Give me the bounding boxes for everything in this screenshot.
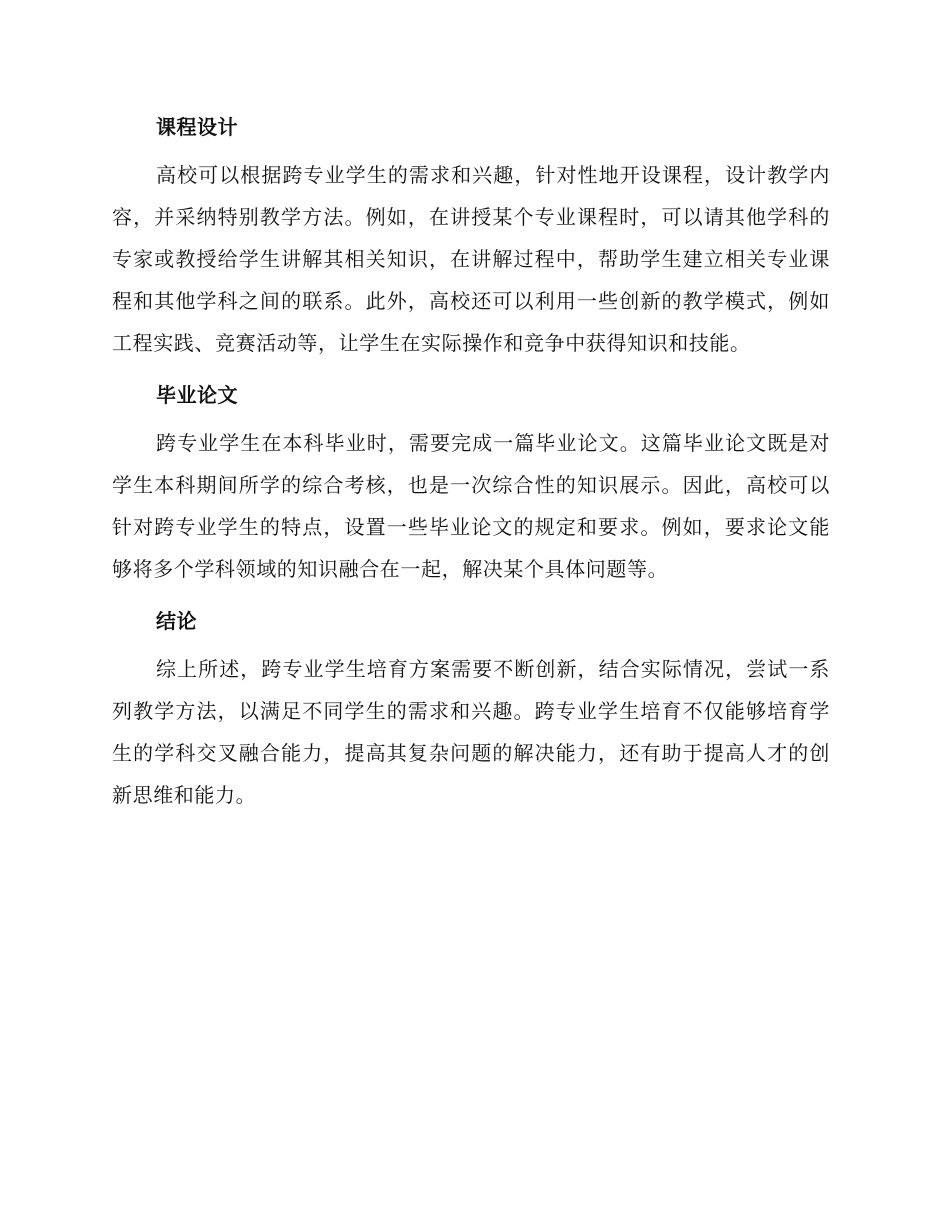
section-paragraph: 跨专业学生在本科毕业时，需要完成一篇毕业论文。这篇毕业论文既是对学生本科期间所学的综合考核，也是一次综合性的知识展示。因此，高校可以针对跨专业学生的特点，设置一些毕业论文的规定和要求。例如，要求论文能够将多个学科领域的知识融合在一起，解决某个具体问题等。	[112, 431, 830, 581]
section-heading: 结论	[156, 609, 197, 633]
section-graduation-thesis	[112, 376, 830, 590]
section-heading: 课程设计	[156, 115, 238, 139]
section-heading: 毕业论文	[156, 383, 238, 407]
section-course-design	[112, 108, 830, 364]
section-paragraph: 高校可以根据跨专业学生的需求和兴趣，针对性地开设课程，设计教学内容，并采纳特别教学方法。例如，在讲授某个专业课程时，可以请其他学科的专家或教授给学生讲解其相关知识，在讲解过程中，帮助学生建立相关专业课程和其他学科之间的联系。此外，高校还可以利用一些创新的教学模式，例如工程实践、竞赛活动等，让学生在实际操作和竞争中获得知识和技能。	[112, 163, 830, 355]
section-paragraph: 综上所述，跨专业学生培育方案需要不断创新，结合实际情况，尝试一系列教学方法，以满足不同学生的需求和兴趣。跨专业学生培育不仅能够培育学生的学科交叉融合能力，提高其复杂问题的解决能力，还有助于提高人才的创新思维和能力。	[112, 657, 830, 807]
document-page	[112, 108, 830, 828]
section-conclusion	[112, 602, 830, 816]
